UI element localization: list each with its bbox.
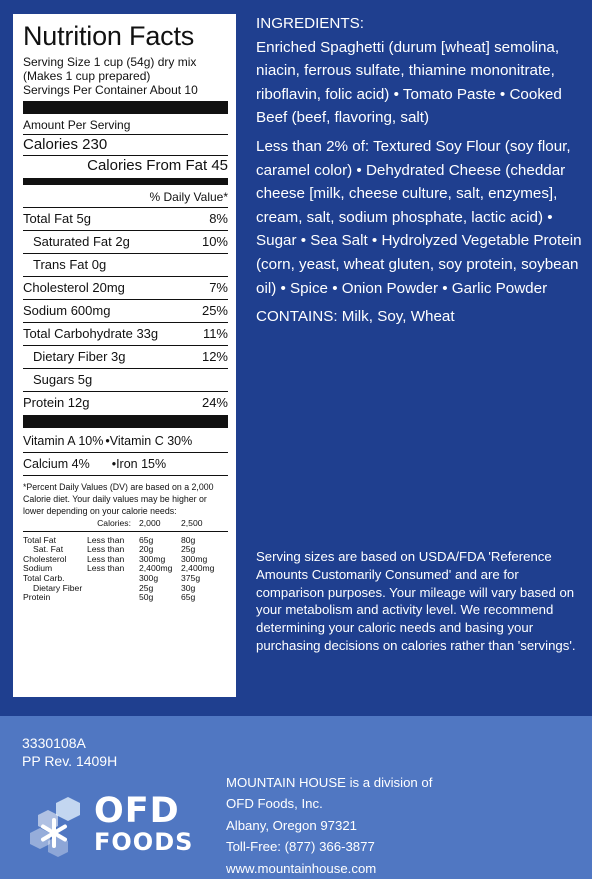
- dv-cell: 2,500: [181, 519, 228, 531]
- dv-cell: [87, 593, 139, 603]
- dv-cell: 25g: [139, 582, 154, 593]
- calories: Calories 230: [23, 135, 228, 156]
- serving-info: [23, 55, 228, 97]
- calcium: Calcium 4%: [23, 457, 90, 471]
- dv-cell: Less than: [87, 534, 125, 545]
- product-code: 3330108A: [22, 735, 86, 751]
- dv-cell: [23, 519, 87, 531]
- dv-cell: 300g: [139, 572, 159, 583]
- dv-cell: 300mg: [181, 553, 208, 564]
- nutrient-dv: 25%: [201, 303, 228, 318]
- company-website: www.mountainhouse.com: [226, 860, 377, 876]
- servings-per-container: Servings Per Container About 10: [23, 83, 198, 97]
- divider-thick: [23, 415, 228, 428]
- revision-code: PP Rev. 1409H: [22, 753, 118, 769]
- daily-value-table: [23, 519, 228, 603]
- dv-cell: Cholesterol: [23, 553, 67, 564]
- iron: •Iron 15%: [111, 457, 167, 471]
- divider-thick: [23, 101, 228, 114]
- dv-cell: 30g: [181, 582, 196, 593]
- dv-cell: Total Carb.: [23, 572, 65, 583]
- dv-cell: Less than: [87, 563, 125, 574]
- serving-size: Serving Size 1 cup (54g) dry mix: [23, 55, 197, 69]
- logo-wordmark: [94, 793, 193, 855]
- table-row: [23, 584, 228, 594]
- dv-cell: Calories:: [87, 519, 139, 531]
- calories-from-fat: Calories From Fat 45: [87, 157, 228, 174]
- nutrient-dv: 8%: [209, 211, 228, 226]
- dv-cell: 65g: [139, 534, 154, 545]
- nutrient-row-sodium: [23, 300, 228, 323]
- divider-medium: [23, 178, 228, 185]
- company-phone: Toll-Free: (877) 366-3877: [226, 839, 375, 855]
- nutrient-label: Trans Fat 0g: [33, 257, 107, 272]
- nutrient-dv: 12%: [201, 349, 228, 364]
- dv-cell: Total Fat: [23, 534, 56, 545]
- snowflake-icon: [28, 793, 90, 859]
- vitamin-c: •Vitamin C 30%: [105, 434, 193, 448]
- nutrient-label: Protein 12g: [23, 395, 90, 410]
- dv-cell: 2,000: [139, 519, 181, 531]
- nutrient-dv: 10%: [201, 234, 228, 249]
- serving-size-disclaimer: Serving sizes are based on USDA/FDA 'Reference Amounts Customarily Consumed' and are for comparison purposes. Your mileage will vary based on your metabolism and activity level. We recommend determining your caloric needs and basing your purchasing decisions on calories rather than 'servings'.: [256, 549, 576, 653]
- dv-table-header: [23, 519, 228, 531]
- nutrient-label: Sodium 600mg: [23, 303, 111, 318]
- dv-cell: 50g: [139, 592, 154, 603]
- nutrient-row-saturated-fat: [23, 231, 228, 254]
- company-info: [226, 772, 432, 879]
- nutrient-dv: 11%: [202, 326, 228, 341]
- dv-cell: Less than: [87, 544, 125, 555]
- company-name: OFD Foods, Inc.: [226, 796, 323, 812]
- dv-cell: Dietary Fiber: [33, 582, 83, 593]
- dv-cell: Sat. Fat: [33, 544, 64, 555]
- minerals-row: [23, 453, 228, 476]
- nutrient-row-trans-fat: [23, 254, 228, 277]
- nutrient-label: Total Fat 5g: [23, 211, 91, 226]
- nutrient-row-total-fat: [23, 208, 228, 231]
- makes-prepared: (Makes 1 cup prepared): [23, 69, 151, 83]
- dv-cell: Less than: [87, 553, 125, 564]
- dv-cell: 80g: [181, 534, 196, 545]
- nutrition-facts-label: [13, 14, 236, 697]
- dv-cell: 25g: [181, 544, 196, 555]
- table-row: [23, 531, 228, 545]
- daily-value-header: % Daily Value*: [23, 187, 228, 208]
- ingredients-heading: INGREDIENTS:: [256, 15, 365, 32]
- allergen-contains: CONTAINS: Milk, Soy, Wheat: [256, 308, 455, 326]
- company-address: Albany, Oregon 97321: [226, 817, 357, 833]
- nutrient-row-protein: [23, 392, 228, 414]
- dv-cell: [87, 574, 139, 584]
- product-codes: [22, 734, 117, 770]
- nutrient-label: Saturated Fat 2g: [33, 234, 130, 249]
- dv-cell: 65g: [181, 592, 196, 603]
- dv-cell: Protein: [23, 592, 51, 603]
- nutrient-dv: 7%: [209, 280, 228, 295]
- ingredients-paragraph-1: Enriched Spaghetti (durum [wheat] semolina, niacin, ferrous sulfate, thiamine mononitrate, riboflavin, folic acid) • Tomato Paste • Cooked Beef (beef, flavoring, salt): [256, 38, 562, 127]
- dv-cell: Sodium: [23, 563, 53, 574]
- nutrient-dv: 24%: [201, 395, 228, 410]
- ofd-foods-logo: [28, 793, 208, 859]
- logo-ofd-text: OFD: [94, 791, 180, 831]
- nutrient-label: Dietary Fiber 3g: [33, 349, 126, 364]
- amount-per-serving: Amount Per Serving: [23, 116, 228, 135]
- vitamin-a: Vitamin A 10%: [23, 434, 104, 448]
- nutrition-title: Nutrition Facts: [23, 21, 195, 51]
- dv-cell: 2,400mg: [181, 563, 215, 574]
- dv-cell: 20g: [139, 544, 154, 555]
- dv-cell: [87, 584, 139, 594]
- dv-cell: 375g: [181, 572, 201, 583]
- nutrient-row-sugars: [23, 369, 228, 392]
- nutrient-label: Cholesterol 20mg: [23, 280, 125, 295]
- nutrient-row-cholesterol: [23, 277, 228, 300]
- dv-cell: 2,400mg: [139, 563, 173, 574]
- nutrient-row-dietary-fiber: [23, 346, 228, 369]
- daily-value-footnote: *Percent Daily Values (DV) are based on a 2,000 Calorie diet. Your daily values may be higher or lower depending on your calorie needs:: [23, 482, 214, 516]
- nutrient-label: Sugars 5g: [33, 372, 93, 387]
- ingredients-paragraph-2: Less than 2% of: Textured Soy Flour (soy flour, caramel color) • Dehydrated Cheese (cheddar cheese [milk, cheese culture, salt, enzymes], cream, salt, sodium phosphate, lactic acid) • Sugar • Sea Salt • Hydrolyzed Vegetable Protein (corn, yeast, wheat gluten, soy protein, soybean oil) • Spice • Onion Powder • Garlic Powder: [256, 137, 582, 297]
- company-division: MOUNTAIN HOUSE is a division of: [226, 775, 433, 790]
- nutrient-label: Total Carbohydrate 33g: [23, 326, 159, 341]
- ingredients-block: [256, 12, 582, 334]
- vitamins-row: [23, 430, 228, 453]
- table-row: [23, 593, 228, 603]
- nutrient-row-total-carbohydrate: [23, 323, 228, 346]
- dv-cell: 300mg: [139, 553, 166, 564]
- logo-foods-text: FOODS: [94, 828, 194, 856]
